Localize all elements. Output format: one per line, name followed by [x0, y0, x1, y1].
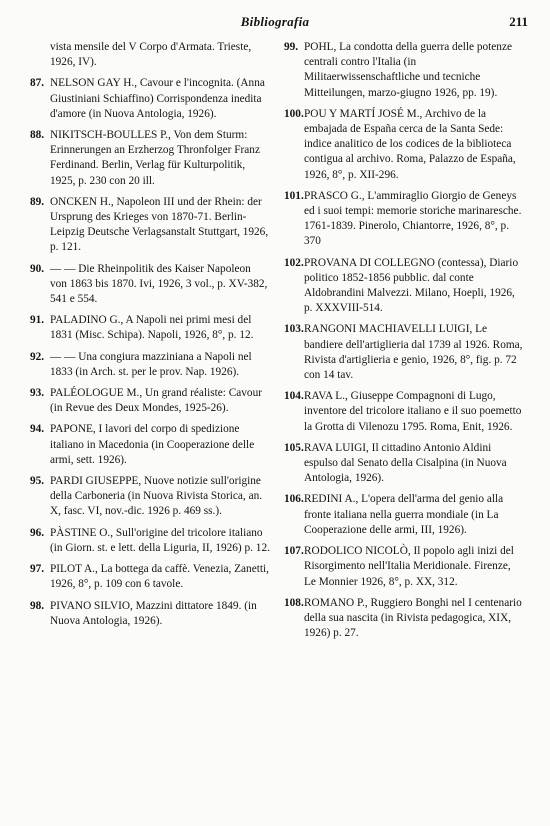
entry-number: 93. [30, 387, 45, 400]
entry-number: 98. [30, 599, 45, 612]
bibliography-entry [30, 422, 270, 468]
entry-text: PRASCO G., L'ammiraglio Giorgio de Geneys ed i suoi tempi: memorie storiche marinaresche. 1761-1839. Pinerolo, Chiantorre, 1926, 8°, p. 370 [304, 189, 522, 248]
bibliography-entry [30, 474, 270, 520]
entry-text: ROMANO P., Ruggiero Bonghi nel I centenario della sua nascita (in Rivista pedagogica, XIX, 1926) p. 27. [304, 596, 522, 640]
left-column [30, 40, 270, 635]
bibliography-entry [284, 596, 524, 642]
bibliography-entry [30, 386, 270, 416]
entry-text: — — Una congiura mazziniana a Napoli nel 1833 (in Arch. st. per le prov. Nap. 1926). [50, 350, 252, 378]
entry-number: 99. [284, 41, 299, 53]
bibliography-entry [30, 313, 270, 343]
entry-number: 95. [30, 475, 45, 488]
entry-text: PILOT A., La bottega da caffè. Venezia, Zanetti, 1926, 8°, p. 109 con 6 tavole. [50, 563, 269, 591]
entry-text: NIKITSCH-BOULLES P., Von dem Sturm: Erinnerungen an Erzherzog Thronfolger Franz Ferdinand. Berlin, Verlag für Kulturpolitik, 1925, p. 230 con 20 ill. [50, 129, 260, 187]
entry-number: 90. [30, 262, 45, 275]
bibliography-entry [284, 492, 524, 538]
bibliography-entry [30, 195, 270, 256]
entry-text: PARDI GIUSEPPE, Nuove notizie sull'origine della Carboneria (in Nuova Rivista Storica, an. X, fasc. VI, nov.-dic. 1926 p. 469 ss.). [50, 475, 263, 518]
bibliography-entry: vista mensile del V Corpo d'Armata. Trieste, 1926, IV). [50, 41, 252, 69]
right-column [284, 40, 524, 647]
entry-text: RAVA LUIGI, Il cittadino Antonio Aldini espulso dal Senato della Cisalpina (in Nuova Antologia, 1926). [304, 441, 507, 485]
bibliography-entry [284, 322, 524, 383]
bibliography-entry [284, 389, 524, 435]
bibliography-entry [284, 544, 524, 590]
entry-text: POHL, La condotta della guerra delle potenze centrali contro l'Italia (in Militaerwissenschaftliche und tecniche Mitteilungen, marzo-giugno 1926, pp. 19). [304, 41, 512, 99]
bibliography-entry [30, 350, 270, 380]
entry-text: POU Y MARTÍ JOSÉ M., Archivo de la embajada de España cerca de la Santa Sede: indice analitico de los codices de la biblioteca contigua al archivo. Roma, Palazzo de España, 1926, 8°, p. XII-296. [304, 107, 516, 181]
entry-number: 100. [284, 107, 304, 120]
bibliography-entry [284, 441, 524, 487]
entry-number: 92. [30, 350, 45, 363]
entry-number: 107. [284, 545, 304, 558]
page-number: 211 [509, 14, 528, 29]
entry-number: 104. [284, 390, 304, 403]
entry-text: ONCKEN H., Napoleon III und der Rhein: der Ursprung des Krieges von 1870-71. Berlin-Leipzig Deutsche Verlagsanstalt Stuttgart, 1926, p. 121. [50, 195, 269, 254]
bibliography-entry [30, 128, 270, 189]
bibliography-entry [30, 76, 270, 122]
entry-text: PAPONE, I lavori del corpo di spedizione italiano in Macedonia (in Cooperazione delle armi, sett. 1926). [50, 423, 255, 466]
running-title: Bibliografia [240, 14, 310, 29]
entry-text: NELSON GAY H., Cavour e l'incognita. (Anna Giustiniani Schiaffino) Corrispondenza inedita d'amore (in Nuova Antologia, 1926). [50, 77, 265, 120]
entry-number: 87. [30, 77, 45, 90]
entry-text: PROVANA DI COLLEGNO (contessa), Diario politico 1852-1856 pubblic. dal conte Aldobrandini Malvezzi. Milano, Hoepli, 1926, p. XXXVIII-514. [304, 256, 519, 315]
entry-number: 97. [30, 563, 45, 576]
entry-text: RANGONI MACHIAVELLI LUIGI, Le bandiere dell'artiglieria dal 1739 al 1926. Roma, Rivista d'artiglieria e genio, 1926, 8°, fig. p. 72 con 14 tav. [304, 323, 523, 382]
bibliography-entry [30, 599, 270, 629]
entry-text: RODOLICO NICOLÒ, Il popolo agli inizi del Risorgimento nell'Italia Meridionale. Firenze, Le Monnier 1926, 8°, p. XX, 312. [304, 545, 514, 588]
bibliography-entry [284, 107, 524, 183]
entry-number: 88. [30, 129, 45, 142]
entry-number: 101. [284, 189, 304, 202]
entry-number: 103. [284, 323, 304, 336]
bibliography-entry [30, 562, 270, 592]
entry-number: 106. [284, 493, 304, 506]
entry-text: PALADINO G., A Napoli nei primi mesi del 1831 (Misc. Schipa). Napoli, 1926, 8°, p. 12. [50, 314, 254, 342]
entry-number: 94. [30, 423, 45, 436]
entry-text: RAVA L., Giuseppe Compagnoni di Lugo, inventore del tricolore italiano e il suo poemetto la Grotta di Vilenozu 1795. Roma, Enit, 1926. [304, 390, 522, 433]
entry-text: PÀSTINE O., Sull'origine del tricolore italiano (in Giorn. st. e lett. della Liguria, II, 1926) p. 12. [50, 526, 270, 554]
bibliography-entry [284, 256, 524, 317]
entry-number: 91. [30, 314, 45, 327]
entry-number: 89. [30, 195, 45, 208]
page-header [0, 14, 550, 36]
entry-number: 108. [284, 596, 304, 609]
entry-text: PIVANO SILVIO, Mazzini dittatore 1849. (in Nuova Antologia, 1926). [50, 599, 257, 627]
entry-text: — — Die Rheinpolitik des Kaiser Napoleon von 1863 bis 1870. Ivi, 1926, 3 vol., p. XV-382, 541 e 554. [50, 262, 268, 306]
entry-number: 102. [284, 256, 304, 269]
bibliography-entry [284, 189, 524, 250]
bibliography-entry [284, 40, 524, 101]
entry-number: 96. [30, 526, 45, 539]
bibliography-entry [30, 526, 270, 556]
entry-text: REDINI A., L'opera dell'arma del genio alla fronte italiana nella guerra mondiale (in La Cooperazione delle armi, III, 1926). [304, 493, 504, 536]
entry-text: PALÉOLOGUE M., Un grand réaliste: Cavour (in Revue des Deux Mondes, 1925-26). [50, 387, 262, 415]
entry-number: 105. [284, 441, 304, 454]
bibliography-entry [30, 262, 270, 308]
